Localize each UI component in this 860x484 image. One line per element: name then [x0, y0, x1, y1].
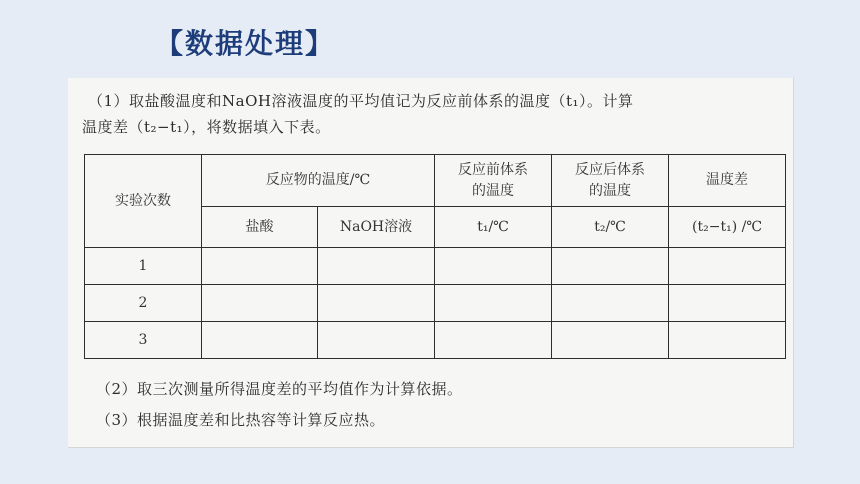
empty-cell: [202, 285, 318, 322]
instruction-step-3: （3）根据温度差和比热容等计算反应热。: [96, 411, 386, 429]
trial-number-cell: 3: [85, 322, 202, 359]
table-row: [85, 248, 786, 285]
subheader-naoh: NaOH溶液: [318, 207, 435, 248]
data-table: [84, 154, 786, 359]
empty-cell: [318, 248, 435, 285]
header-after-line-1: 反应后体系: [575, 162, 646, 179]
header-reactant-temperature: 反应物的温度/℃: [202, 155, 435, 207]
subheader-t1: t₁/℃: [435, 207, 552, 248]
empty-cell: [552, 248, 669, 285]
scanned-textbook-page: [68, 78, 794, 448]
subheader-t2: t₂/℃: [552, 207, 669, 248]
header-trial-number: 实验次数: [85, 155, 202, 248]
empty-cell: [552, 322, 669, 359]
header-temperature-difference: 温度差: [669, 155, 786, 207]
instruction-step-2: （2）取三次测量所得温度差的平均值作为计算依据。: [96, 380, 463, 398]
empty-cell: [202, 322, 318, 359]
trial-number-cell: 2: [85, 285, 202, 322]
empty-cell: [435, 248, 552, 285]
header-after-temperature: [552, 155, 669, 207]
empty-cell: [202, 248, 318, 285]
header-before-temperature: [435, 155, 552, 207]
header-before-line-1: 反应前体系: [458, 162, 529, 179]
subheader-difference: (t₂−t₁) /℃: [669, 207, 786, 248]
section-heading: 【数据处理】: [155, 27, 336, 60]
empty-cell: [435, 285, 552, 322]
empty-cell: [318, 285, 435, 322]
instruction-step-1-line-2: 温度差（t₂−t₁），将数据填入下表。: [82, 118, 331, 136]
instruction-step-1-line-1: （1）取盐酸温度和NaOH溶液温度的平均值记为反应前体系的温度（t₁）。计算: [88, 92, 634, 110]
table-row: [85, 285, 786, 322]
empty-cell: [552, 285, 669, 322]
header-after-line-2: 的温度: [589, 182, 632, 199]
empty-cell: [669, 248, 786, 285]
header-before-line-2: 的温度: [472, 182, 515, 199]
empty-cell: [669, 322, 786, 359]
subheader-hcl: 盐酸: [202, 207, 318, 248]
empty-cell: [318, 322, 435, 359]
empty-cell: [435, 322, 552, 359]
header-row-1: [85, 155, 786, 207]
empty-cell: [669, 285, 786, 322]
trial-number-cell: 1: [85, 248, 202, 285]
table-row: [85, 322, 786, 359]
